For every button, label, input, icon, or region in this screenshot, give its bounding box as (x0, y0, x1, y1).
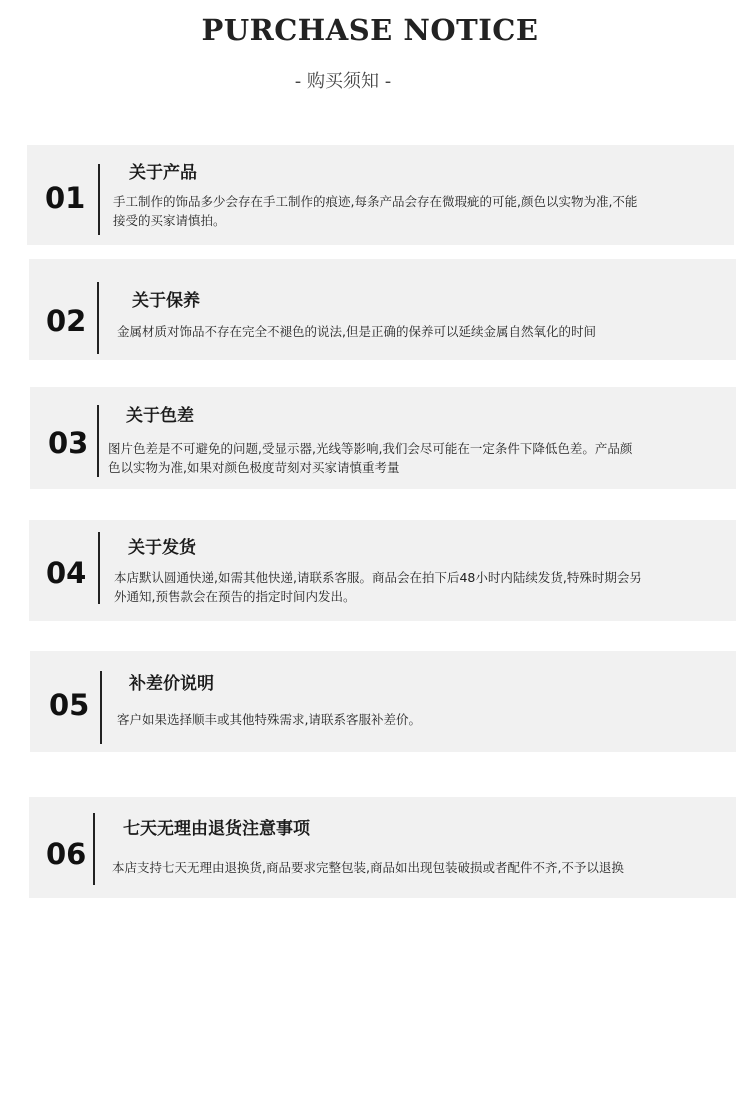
notice-card-shipping (29, 520, 736, 621)
notice-card-price-difference (30, 651, 736, 752)
section-divider (93, 813, 95, 885)
section-body-line: 色以实物为准,如果对颜色极度苛刻对买家请慎重考量 (108, 460, 400, 475)
section-divider (97, 405, 99, 477)
notice-card-care (29, 259, 736, 360)
notice-card-returns (29, 797, 736, 898)
section-heading: 关于色差 (126, 406, 194, 426)
section-number: 05 (49, 688, 90, 722)
section-divider (98, 164, 100, 235)
section-number: 06 (46, 837, 87, 871)
section-body-line: 客户如果选择顺丰或其他特殊需求,请联系客服补差价。 (117, 712, 421, 727)
section-number: 03 (48, 426, 89, 460)
section-body-line: 图片色差是不可避免的问题,受显示器,光线等影响,我们会尽可能在一定条件下降低色差。产品颜 (108, 441, 633, 456)
section-body-line: 接受的买家请慎拍。 (113, 213, 226, 228)
section-number: 04 (46, 556, 87, 590)
section-body-line: 本店支持七天无理由退换货,商品要求完整包装,商品如出现包装破损或者配件不齐,不予以退换 (112, 860, 624, 875)
notice-card-product (27, 145, 734, 245)
section-heading: 补差价说明 (129, 674, 214, 694)
section-divider (98, 532, 100, 604)
section-body-line: 手工制作的饰品多少会存在手工制作的痕迹,每条产品会存在微瑕疵的可能,颜色以实物为准,不能 (113, 194, 638, 209)
section-body-line: 金属材质对饰品不存在完全不褪色的说法,但是正确的保养可以延续金属自然氧化的时间 (117, 324, 596, 339)
page-title: PURCHASE NOTICE (201, 13, 539, 47)
section-heading: 关于产品 (129, 163, 197, 183)
notice-card-color (30, 387, 736, 489)
section-number: 01 (45, 181, 86, 215)
section-heading: 七天无理由退货注意事项 (123, 819, 310, 839)
section-body-line: 本店默认圆通快递,如需其他快递,请联系客服。商品会在拍下后48小时内陆续发货,特殊时期会另 (114, 570, 642, 585)
section-divider (97, 282, 99, 354)
section-heading: 关于发货 (128, 538, 196, 558)
section-number: 02 (46, 304, 87, 338)
section-divider (100, 671, 102, 744)
section-body-line: 外通知,预售款会在预告的指定时间内发出。 (114, 589, 356, 604)
page-subtitle: - 购买须知 - (294, 71, 392, 92)
section-heading: 关于保养 (132, 291, 200, 311)
